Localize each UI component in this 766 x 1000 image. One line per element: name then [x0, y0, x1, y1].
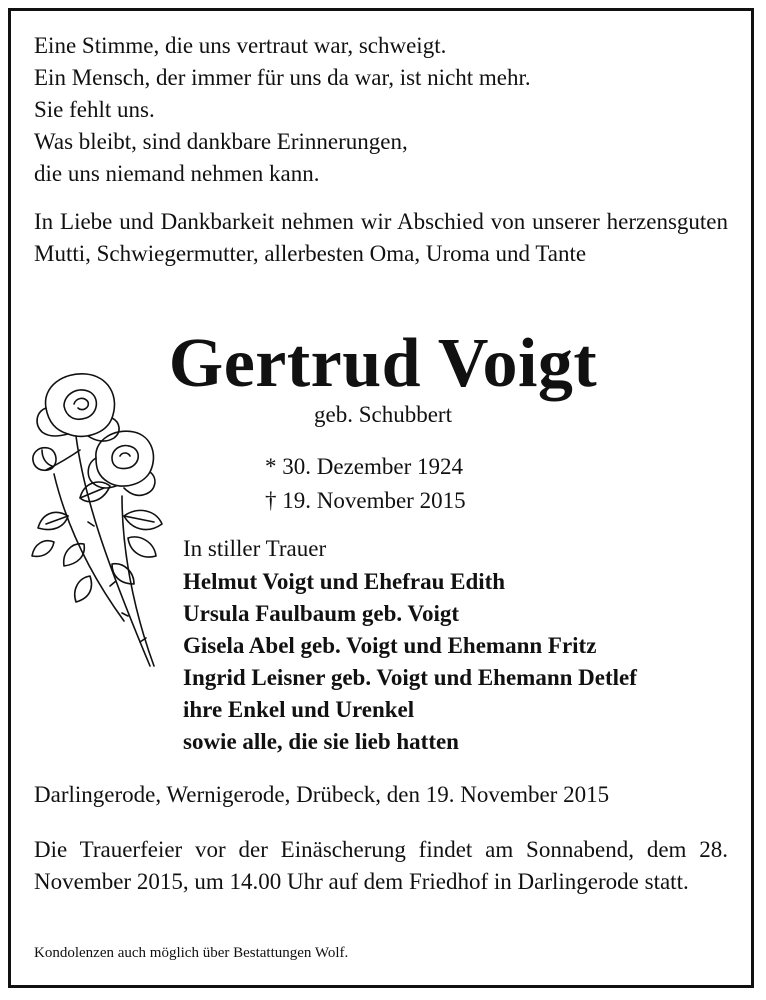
poem: [34, 30, 531, 190]
mourner-entry: Ursula Faulbaum geb. Voigt: [183, 601, 460, 626]
life-dates: [265, 450, 466, 518]
ceremony-notice: Die Trauerfeier vor der Einäscherung findet am Sonnabend, dem 28. November 2015, um 14.00 Uhr auf dem Friedhof in Darlingerode statt.: [34, 837, 728, 894]
mourner-entry: sowie alle, die sie lieb hatten: [183, 729, 459, 754]
birth-date: * 30. Dezember 1924: [265, 454, 463, 479]
poem-line: die uns niemand nehmen kann.: [34, 161, 320, 186]
deceased-name: Gertrud Voigt: [168, 325, 598, 402]
mourners-list: [183, 566, 637, 758]
death-date: † 19. November 2015: [265, 488, 466, 513]
mourner-entry: Ingrid Leisner geb. Voigt und Ehemann Detlef: [183, 665, 637, 690]
poem-line: Eine Stimme, die uns vertraut war, schweigt.: [34, 33, 447, 58]
poem-line: Sie fehlt uns.: [34, 97, 155, 122]
mourners-heading: In stiller Trauer: [183, 536, 327, 561]
mourner-entry: ihre Enkel und Urenkel: [183, 697, 415, 722]
maiden-name: geb. Schubbert: [314, 402, 452, 427]
condolence-note: Kondolenzen auch möglich über Bestattungen Wolf.: [34, 945, 349, 961]
mourner-entry: Helmut Voigt und Ehefrau Edith: [183, 569, 506, 594]
intro-text: In Liebe und Dankbarkeit nehmen wir Abschied von unserer herzensguten Mutti, Schwiegermutter, allerbesten Oma, Uroma und Tante: [34, 209, 728, 266]
poem-line: Was bleibt, sind dankbare Erinnerungen,: [34, 129, 408, 154]
place-and-date: Darlingerode, Wernigerode, Drübeck, den 19. November 2015: [34, 782, 610, 807]
rose-illustration-icon: [24, 366, 174, 674]
mourner-entry: Gisela Abel geb. Voigt und Ehemann Fritz: [183, 633, 597, 658]
poem-line: Ein Mensch, der immer für uns da war, ist nicht mehr.: [34, 65, 531, 90]
